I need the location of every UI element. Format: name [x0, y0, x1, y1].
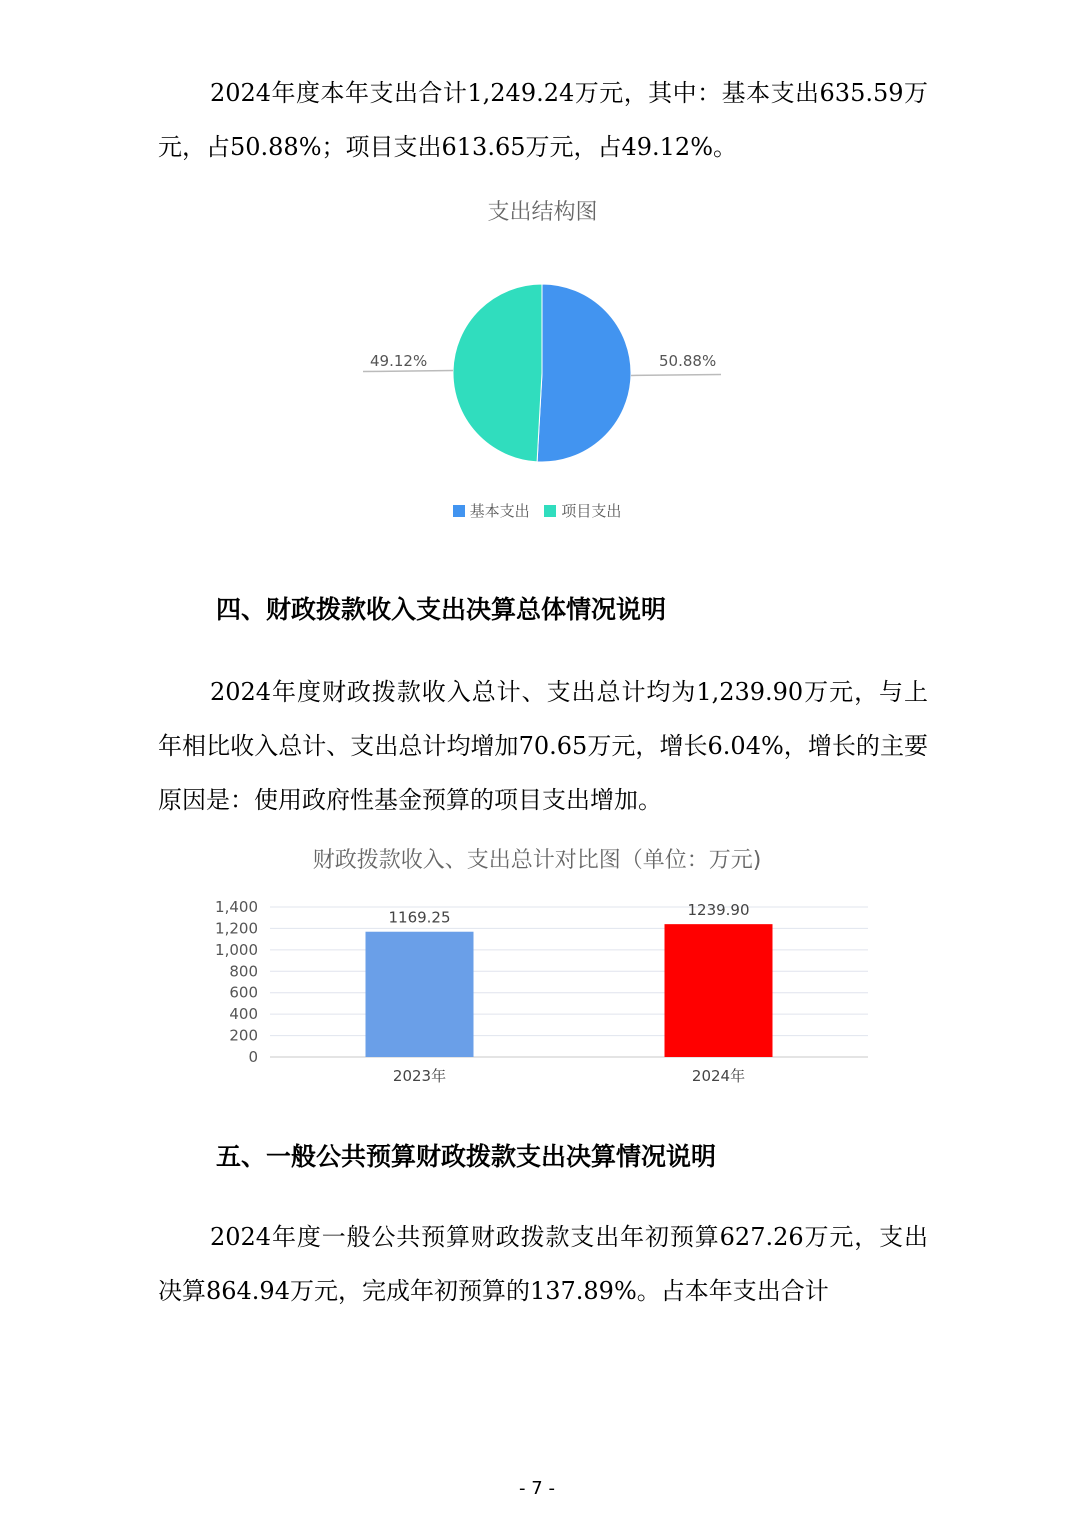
bar-chart-title: 财政拨款收入、支出总计对比图（单位：万元): [312, 848, 762, 873]
page-number: - 7 -: [519, 1478, 555, 1499]
paragraph-general-budget: 2024年度一般公共预算财政拨款支出年初预算627.26万元，支出决算864.94万元，完成年初预算的137.89%。占本年支出合计: [158, 1223, 928, 1305]
legend-label-basic: 基本支出: [469, 502, 530, 520]
bar-data-label-2024: 1239.90: [687, 901, 750, 920]
bar-y-axis: [215, 898, 258, 1066]
pie-slice-project: [453, 284, 542, 462]
bar-category-2023: 2023年: [392, 1067, 447, 1085]
bar-2024: [665, 924, 773, 1057]
bar-y-tick-label: 600: [229, 983, 258, 1002]
legend-item-basic: [453, 500, 530, 521]
bar-y-tick-label: 400: [229, 1005, 258, 1024]
paragraph-expenditure-summary: 2024年度本年支出合计1,249.24万元，其中：基本支出635.59万元，占50.88%；项目支出613.65万元，占49.12%。: [158, 79, 928, 161]
bar-data-label-2023: 1169.25: [388, 908, 451, 927]
pie-leader-project: [363, 371, 453, 372]
section-heading-5: 五、一般公共预算财政拨款支出决算情况说明: [216, 1142, 717, 1171]
bar-y-tick-label: 1,200: [215, 919, 258, 938]
bar-y-tick-label: 1,000: [215, 940, 258, 959]
pie-label-basic: 50.88%: [659, 352, 717, 370]
section-heading-4: 四、财政拨款收入支出决算总体情况说明: [216, 595, 667, 624]
pie-leader-basic: [631, 374, 721, 375]
legend-swatch-project: [544, 505, 556, 517]
paragraph-fiscal-appropriation: 2024年度财政拨款收入总计、支出总计均为1,239.90万元，与上年相比收入总计、支出总计均增加70.65万元，增长6.04%，增长的主要原因是：使用政府性基金预算的项目支出增加。: [158, 678, 928, 814]
bar-2023: [366, 932, 474, 1057]
bar-category-2024: 2024年: [691, 1067, 746, 1085]
legend-item-project: [544, 500, 621, 521]
legend-label-project: 项目支出: [561, 502, 622, 520]
bar-y-tick-label: 1,400: [215, 898, 258, 916]
pie-chart-title: 支出结构图: [487, 200, 598, 225]
pie-chart: [0, 255, 1074, 495]
bar-grid: [270, 907, 868, 1057]
legend-swatch-basic: [453, 505, 465, 517]
bar-y-tick-label: 200: [229, 1026, 258, 1045]
pie-label-project: 49.12%: [370, 352, 428, 370]
bar-chart: [0, 890, 1074, 1140]
pie-slice-basic: [537, 284, 631, 462]
bar-y-tick-label: 0: [248, 1048, 258, 1066]
pie-legend: [0, 500, 1074, 521]
bar-y-tick-label: 800: [229, 962, 258, 981]
